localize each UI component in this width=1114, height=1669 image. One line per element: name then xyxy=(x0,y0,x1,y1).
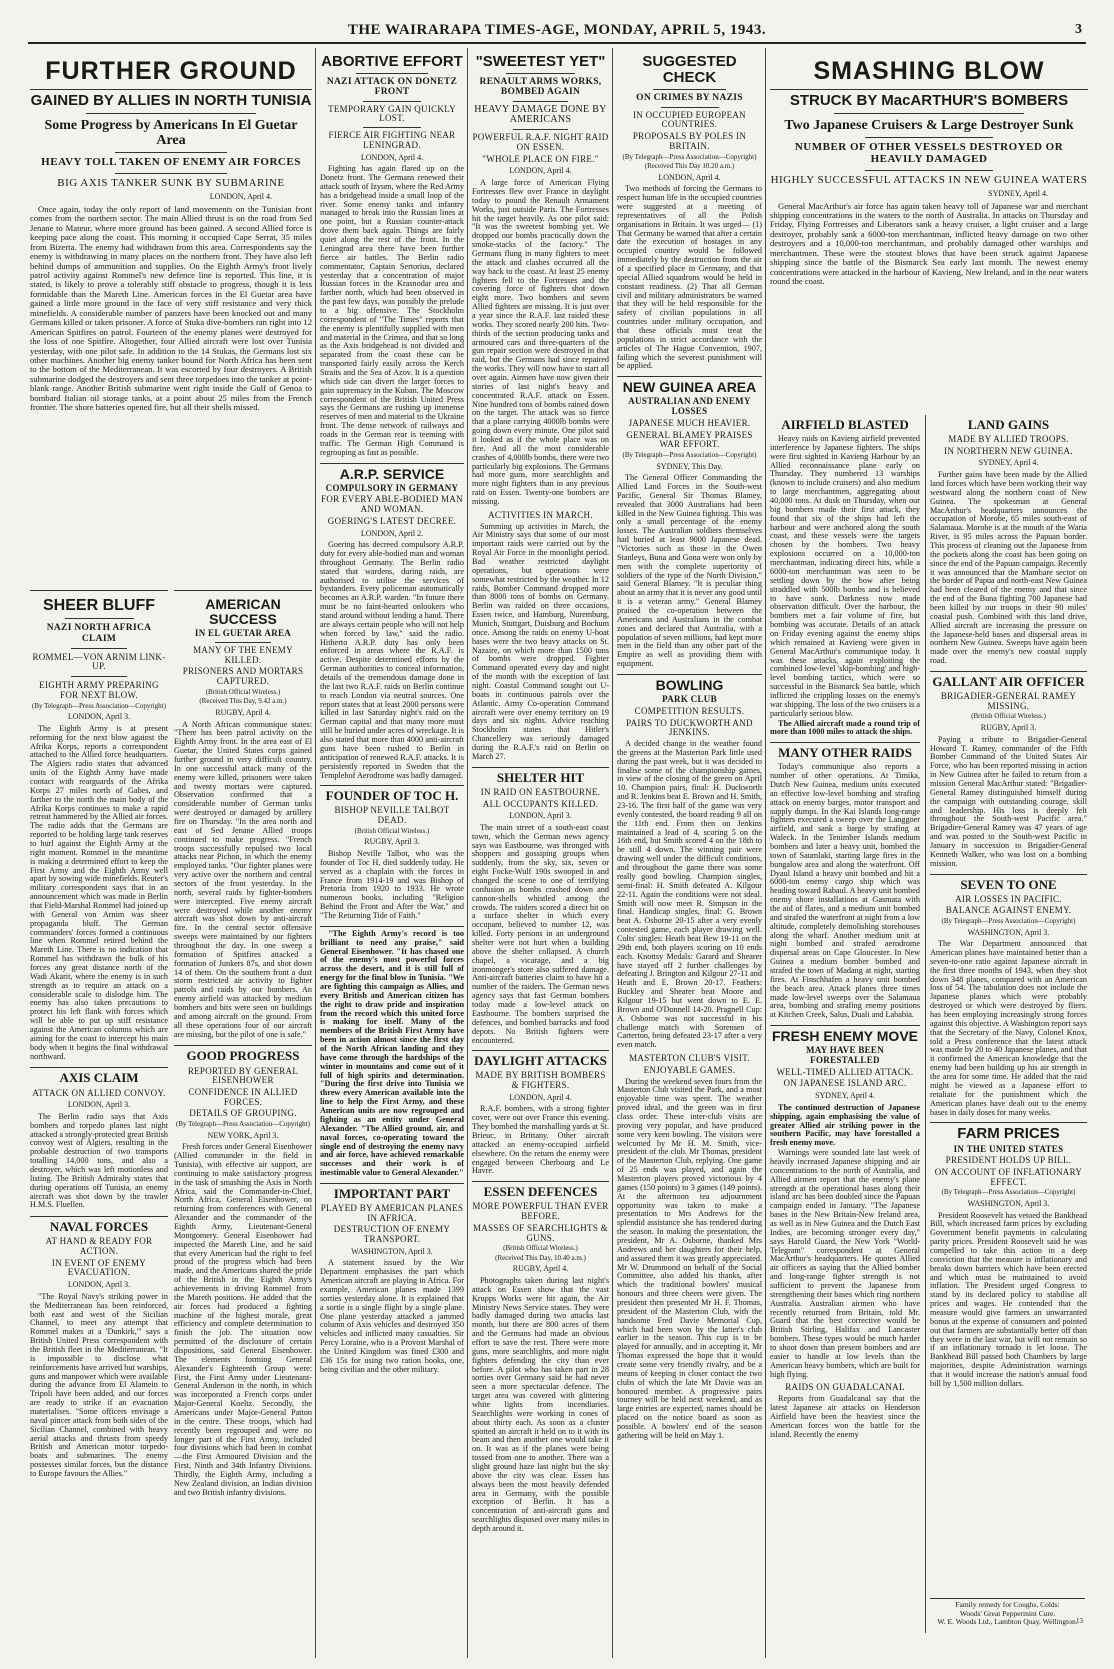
headline: AIRFIELD BLASTED xyxy=(781,417,909,432)
headline: GOOD PROGRESS xyxy=(186,1048,300,1064)
column-5a xyxy=(770,415,920,1633)
credit: (By Telegraph—Press Association—Copyright) xyxy=(176,1120,310,1129)
deck: MADE BY ALLIED TROOPS. xyxy=(948,434,1069,445)
headline: IMPORTANT PART xyxy=(333,1185,451,1201)
dateline: SYDNEY, April 4. xyxy=(978,458,1039,468)
credit: (By Telegraph—Press Association—Copyright) xyxy=(622,152,757,161)
subheadline: GAINED BY ALLIES IN NORTH TUNISIA xyxy=(30,92,312,109)
article-body: The War Department announced that American planes have maintained better than a seven-to-one ratio against Japanese aircraft in the first three months of 1943, when they shot down 348 planes, compared with an American loss of 54. The tabulation does not include the Japanese planes which were probably destroyed or which were destroyed by fliers. has been employing increasingly strong forces against this objective. A Washington report says that the Secretary of the Navy, Colonel Knox, told a Press conference that the latest attack was made by 20 to 40 Japanese planes, and that it confirmed the American knowledge that the enemy had been building up his air strength in the area for some time. He added that the raid might be viewed as a Japanese effort to retaliate for the punishment which the American planes have dealt out to the enemy bases in daily doses for many weeks. xyxy=(930,939,1087,1117)
headline: SHEER BLUFF xyxy=(43,597,155,614)
article-body: Today's communique also reports a number of other operations. At Timika, Dutch New Guinea, medium units executed an effective low-level bombing and strafing attack on enemy barges, motor transport and supply dumps. In the Kai Islands long-range fighters executed a sweep over the Langgoer airfield, and sank a barge by strafing at Waleck. In the Tenimber Islands medium bombers and later a heavy unit, bombed the town of Saumlaki, starting large fires in the bungalow area and along the waterfront. Off Dyaul Island a heavy unit bombed and hit a 6000-ton enemy cargo ship which was heading toward Rabaul. A heavy unit bombed enemy shore installations at Gasmata with the aid of flares, and a medium unit bombed and strafed the waterfront at night from a low altitude, completely demolishing storehouses along the wharf. Another medium unit at night bombed and strafed aerodrome dispersal areas on Cape Gloucester. In New Guinea a medium bomber bombed and strafed the town of Madang at night, starting fires. At Finschhafen a heavy unit bombed the beach area. Attack planes three times made low-level sweeps over the Salamaua area, bombing and strafing enemy positions at Kitchen Creek, Salus, Duali and Lababia. xyxy=(770,762,920,1020)
headline: FARM PRICES xyxy=(957,1125,1060,1143)
deck: IN RAID ON EASTBOURNE. xyxy=(480,786,601,797)
credit: (British Official Wireless.) xyxy=(971,712,1046,721)
deck: IN THE UNITED STATES xyxy=(953,1143,1064,1154)
article-body: Goering has decreed compulsory A.R.P. duty for every able-bodied man and woman throughout Germany. The Berlin radio stated that wardens, during raids, are authorised to utilise the services of bystanders. Every policeman automatically becomes an A.R.P. warden. "In future there must be no faint-hearted onlookers who stand around without lending a hand. There are always certain people who will not help when forced by law," said the radio. Hitherto A.R.P. duty has only been enforced in areas where the R.A.F. is active. Despite determined efforts by the German authorities to conceal information, details of the tremendous damage done in the last two R.A.F. raids on Berlin continue to reach London via neutral sources. One report states that at least 2000 persons were killed in last Saturday night's raid on the German capital and that many more must still be buried under acres of wreckage. It is also stated that more than 4000 anti-aircraft guns have been rushed to Berlin in anticipation of renewed R.A.F. attacks. It is persistently reported in Sweden that the Templehof Aerodrome was badly damaged. xyxy=(320,540,464,780)
article-body: A statement issued by the War Department emphasises the part which American aircraft are playing in Africa. For example, American planes made 1399 sorties yesterday alone. It is explained that a sortie is a single flight by a single plane. One plane yesterday attacked a jammed column of Axis vehicles and destroyed 350 vehicles and inflicted many casualties. Sir Percy Loraine, who is a Provost Marshal of the United Kingdom was fined £300 and £36 15s for using two ration books, one, being civilian and the other military. xyxy=(320,1258,464,1374)
deck: ON CRIMES BY NAZIS xyxy=(636,93,743,104)
article-body: Fighting has again flared up on the Donetz front. The Germans renewed their attack south of Izyum, where the Red Army has a bridgehead inside a small loop of the river. Some enemy tanks and infantry managed to break into the Russian lines at one point, but a Russian counter-attack drove them back again. Things are fairly quiet along the rest of the front. In the Leningrad area there have been further fierce air battles. The Berlin radio commentator, Captain Sertorius, declared yesterday that a concentration of major Russian forces in the Krasnodar area and farther north, which had been observed in the past few days, was possibly the prelude to a big offensive. The Stockholm correspondent of "The Times" reports that the enemy is plentifully supplied with men and material in the Crimea, and that so long as the Axis bridgehead is not divided and separated from the coast these can be transported fairly easily across the Kerch Straits and the Sea of Azov. It is a question which side can divert the larger forces to gain supremacy in the Kuban. The Moscow correspondent of the British United Press says the Germans are rushing up immense reserves of men and material to the Ukraine front. The dense network of railways and roads in the German rear is teeming with traffic. The German High Command is regrouping as fast as possible. xyxy=(320,164,464,457)
dateline: NEW YORK, April 3. xyxy=(207,1130,279,1140)
article-body: Bishop Neville Talbot, who was the founder of Toc H, died suddenly today. He served as a chaplain with the forces in France from 1914-19 and was Bishop of Pretoria from 1920 to 1933. He wrote numerous books, including "Religion Behind the Front and After the War," and "The Returning Tide of Faith." xyxy=(320,849,464,921)
article-american-success xyxy=(174,590,312,1630)
dateline: LONDON, April 2. xyxy=(360,528,424,538)
column-4 xyxy=(617,52,762,1632)
subheadline: STRUCK BY MacARTHUR'S BOMBERS xyxy=(789,92,1069,109)
deck: ALL OCCUPANTS KILLED. xyxy=(482,798,599,809)
article-body: A North African communique states: "There has been patrol activity on the Eighth Army front. In the area east of El Guetar, the United States corps gained further ground in very difficult country. In one successful attack many of the enemy were killed, prisoners were taken and twenty mortars were captured. Observation confirmed that a considerable number of German tanks were destroyed or damaged by artillery fire on Thursday. "In the area north and east of Sed Jenane Allied troops continued to make progress. "French troops successfully repulsed two local attacks near Pichon, in which the enemy employed tanks. "Our fighter planes were very active over the northern and central sectors of the front yesterday. In the north, several raids by fighter-bombers were intercepted. Five enemy aircraft were destroyed while another enemy aircraft was shot down by anti-aircraft fire. In the central sector offensive sweeps were maintained by our fighters throughout the day. In one sweep a formation of Spitfires attacked a formation of Junkers 87s, and shot down 14 of them. On the southern front a dust storm restricted air activity to fighter patrols and raids by our bombers. An enemy airfield was attacked by medium bombers and hits were seen on buildings and among aircraft on the ground. From all these operations four of our aircraft are missing, but the pilot of one is safe." xyxy=(174,719,312,1039)
deck: EIGHTH ARMY PREPARING FOR NEXT BLOW. xyxy=(39,680,159,700)
article-body: A large force of American Flying Fortresses flew over France in daylight today to pound the Renault Armament Works, just outside Paris. The Fortresses hit the target heavily. As one pilot said: "It was the sweetest bombing yet. We dropped our bombs practically down the smoke-stacks of the factory." The Germans flung in many fighters to meet the attack and clashes occurred all the way back to the coast. At least 25 enemy fighters fell to the Fortresses and the covering force of fighters shot down eight more. Two bombers and seven Allied fighters are missing. It is just over a year since the R.A.F. last raided these works. They scored nearly 200 hits. Two-thirds of the section producing tanks and armoured cars and three-quarters of the gun repair section were destroyed in that raid, but the Germans had since repaired the works. They will now have to start all over again. Airmen have now given their stories of last night's heavy and concentrated R.A.F. attack on Essen. Nine hundred tons of bombs rained down on the target. The attack was so fierce that a plane carrying 4000lb bombs were going down every minute. One pilot said it looked as if the whole place was on fire. And all the most considerable crashes of 4,000lb bombs, there were two particularly big explosions. The Germans had more guns, more searchlights and more night fighters than in any previous raid on Essen. Twenty-one bombers are missing. xyxy=(472,178,609,506)
article-body: Once again, today the only report of land movements on the Tunisian front comes from the northern sector. The main Allied thrust is on the road from Sed Jenane to Mateur, where more ground has been gained. A second Allied force is keeping pace along the coast. This morning it occupied Cape Serrat, 35 miles from Bizerta. The enemy had withdrawn from this area. Correspondents say the enemy is withdrawing in many places on the northern front. They have also left behind dumps of ammunition and supplies. On the Eighth Army's front lively patrol activity against Rommel's new defence line is reported. This line, it is stated, is likely to prove a tolerably stiff obstacle to progress, though it is less formidable than the Mareth Line. American forces in the El Guetar area have gained a little more ground in the face of very stiff resistance and very thick minefields. A considerable number of panzers have been knocked out and many Germans killed or taken prisoner. A force of Stuka dive-bombers ran right into 12 American Spitfires on patrol. Fourteen of the enemy planes were destroyed for the loss of one Spitfire. Altogether, four Allied aircraft were lost over Tunisia yesterday, with one pilot safe. In addition to the 14 Stukas, the Germans lost six other machines. Another big enemy tanker bound for North Africa has been sent to the bottom of the Mediterranean. It was escorted by four destroyers. A British submarine dodged the destroyers and sent three torpedoes into the tanker at point-blank range. Another British submarine went right inside the Gulf of Genoa to bombard Italian oil storage tanks, at a point about 25 miles from the French frontier. The shore batteries opened fire, but all their shells missed. xyxy=(30,203,312,413)
dateline: LONDON, April 4. xyxy=(509,166,572,176)
deck: GENERAL BLAMEY PRAISES WAR EFFORT. xyxy=(626,429,753,450)
deck: ENJOYABLE GAMES. xyxy=(643,1064,736,1075)
dateline: LONDON, April 4. xyxy=(209,192,272,202)
article-body: Heavy raids on Kavieng airfield prevented interference by Japanese fighters. The ships were first sighted in Kavieng Harbour by an Allied reconnaissance plane early on Thursday. They numbered 13 warships (known to include cruisers) and also medium to large merchantmen, aggregating about 40,000 tons. At dusk on Thursday, when our big bombers made their first attack, they found that six of the ships had left the harbour and were anchored along the south coast, and these vessels were the targets chosen by the bombers. Two heavy explosions occurred on a 10,000-ton merchantman, indicating direct hits, while a 6000-ton merchantman was seen to be settling down by the bow after being straddled with 500lb bombs and is believed to have sunk. Darkness now made observation difficult. Over the harbour, the bombers met a fair volume of fire, but bombing was accurate. Details of an attack on Friday evening against the enemy ships which remained at Kavieng were given in General MacArthur's communique today. It was these attacks, again exploiting the combined low-level 'skip-bombing' and high-level bombing tactics, which were so successful in the Bismarck Sea battle, which inflicted the crippling losses on the enemy's war shipping. The loss of the two cruisers is a particularly serious blow. xyxy=(770,434,920,718)
deck: MAY HAVE BEEN FORESTALLED xyxy=(805,1045,885,1066)
deck: Two Japanese Cruisers & Large Destroyer Sunk xyxy=(784,118,1074,134)
deck: COMPULSORY IN GERMANY xyxy=(325,482,459,493)
deck: IN NORTHERN NEW GUINEA. xyxy=(944,445,1073,456)
article-body: Further gains have been made by the Allied land forces which have been working their way westward along the northern coast of New Guinea. The spokesman at General MacArthur's headquarters announces the occupation of Morobe, 65 miles south-east of Salamaua. Morobe is at the mouth of the Waria River, is 95 miles across the Papuan border. This process of cleaning out the Japanese from the pockets along the coast has been going on since the end of the Papuan campaign. Recently it was announced that the Mambare sector on the border of Papua and north-east New Guinea had been cleared of the enemy and that since the end of the Buna fighting 700 Japanese had been killed by our troops in their 90 miles' coastal push. Combined with this land drive, Allied aircraft are increasing the pressure on the Japanese-held bases and dispersal areas in northern New Guinea. Sweeps have again been made over the enemy's new coastal supply road. xyxy=(930,470,1087,666)
deck: CONFIDENCE IN ALLIED FORCES. xyxy=(188,1086,298,1107)
dateline: WASHINGTON, April 3. xyxy=(967,927,1050,937)
headline: MANY OTHER RAIDS xyxy=(778,745,912,761)
column-rule xyxy=(315,48,316,1658)
headline: ABORTIVE EFFORT xyxy=(321,53,463,70)
dateline: LONDON, April 4. xyxy=(658,172,721,182)
deck: HEAVY DAMAGE DONE BY AMERICANS xyxy=(474,103,607,126)
ad-number: 13 xyxy=(1076,1617,1083,1625)
deck: TEMPORARY GAIN QUICKLY LOST. xyxy=(328,103,456,124)
deck: FOR EVERY ABLE-BODIED MAN AND WOMAN. xyxy=(321,494,463,515)
deck: HEAVY TOLL TAKEN OF ENEMY AIR FORCES xyxy=(41,156,301,169)
headline: GALLANT AIR OFFICER xyxy=(932,674,1085,689)
article-body: Photographs taken during last night's attack on Essen show that the vast Krupps Works were hit again, the Air Ministry News Service states. They were badly damaged during two attacks last month, but there are 800 acres of them and the Germans had made an obvious effort to save the rest. There were more guns, more searchlights, and more night fighters defending the city than ever before. A pilot who has taken part in 28 sorties over Germany said he had never seen a more spectacular defence. The target area was covered with glittering white lights from incendiaries. Searchlights were working in cones of about thirty each. As soon as a cluster spotted an aircraft it held on to it with its beam and then another one would take it on. It was as if the planes were being tossed from one to another. There was a slight ground haze last night but the sky above the city was clear. Essen has always been the most heavily defended area in Germany, with the possible exception of Berlin. It has a concentration of anti-aircraft guns and searchlights disposed over many miles in depth around it. xyxy=(472,1275,609,1534)
deck: BISHOP NEVILLE TALBOT DEAD. xyxy=(334,805,450,826)
article-body: "The Eighth Army's record is too brilliant to need any praise," said General Eisenhower. "It has chased one of the enemy's most powerful forces across the desert, and it is still full of energy for the final blow in Tunisia. "We are fighting this campaign as Allies, and every British and American citizen has the right to draw pride and inspiration from the record which this united force is making for itself. Many of the members of the British First Army have been in action almost since the first day of the North African landing and they have come through the hardships of the winter in mountains and come out of it full of high spirits and determination. "During the first drive into Tunisia we threw every American available into the line to help the First Army, and these American units are now regrouped and fighting as an entity under General Alexander. "The Allied ground, air, and naval forces, co-operating toward the single end of destroying the enemy navy and air force, have achieved remarkable successes and their work is of inestimable value to General Alexander." xyxy=(320,928,464,1178)
deck: NUMBER OF OTHER VESSELS DESTROYED OR HEAVILY DAMAGED xyxy=(794,141,1064,166)
dateline: SYDNEY, April 4. xyxy=(815,1091,875,1101)
deck: HIGHLY SUCCESSFUL ATTACKS IN NEW GUINEA WATERS xyxy=(770,174,1088,187)
article-body: President Roosevelt has vetoed the Bankhead Bill, which increased farm prices by excluding Government benefit payments in calculating parity prices. President Roosevelt said he was compelled to take this action in a deep conviction that the measure is inflationary and breaks down barriers which have been erected and which must be maintained to avoid inflation. The President urged Congress to stand by its declared policy to stabilise all prices and wages. He contended that the measure would give farmers an unwarranted bonus at the expense of consumers and pointed out that farmers are substantially better off than they were in the last war, but will not remain so if an inflationary tornado is let loose. The Bankhead Bill passed both Chambers by large majorities, despite Administration warnings that it would increase the nation's annual food bill by 1,500 million dollars. xyxy=(930,1210,1087,1388)
article-body: The General Officer Commanding the Allied Land Forces in the South-west Pacific, General Sir Thomas Blamey, revealed that 3000 Australians had been killed in the New Guinea fighting. This was only a small percentage of the enemy losses. The Australian soldiers themselves had buried at least 9000 Japanese dead. "Victories such as those in the Owen Stanleys, Buna and Gona were won only by men with the complete superiority of soldiers of the type of the North Division," said General Blamey. "It is peculiar thing about an army that it is never any good until it is a veteran army." General Blamey praised the co-operation between the Americans and Australians in the combat zones and declared that Australia, with a population of seven millions, had kept more men in the field than any other part of the Empire as well as providing them with equipment. xyxy=(617,473,762,669)
column-rule xyxy=(467,48,468,1658)
deck: MANY OF THE ENEMY KILLED. xyxy=(193,644,293,665)
dateline: LONDON, April 4. xyxy=(360,152,424,162)
credit: (British Official Wireless.) xyxy=(503,1244,578,1253)
deck: DESTRUCTION OF ENEMY TRANSPORT. xyxy=(333,1224,451,1245)
dateline: RUGBY, April 3. xyxy=(980,723,1037,733)
article-body: During the weekend seven fours from the Masterton Club visited the Park, and a most enjoyable time was spent. The weather proved ideal, and the green was in first class order. These inter-club visits are proving very popular, and have produced some very keen bowling. The visitors were welcomed by Mr H. M. Smith, vice-president of the club. Mr Thomas, president of the Masterton Club, replying. One game of 25 ends was played, and again the Masterton players proved victorious by 4 games (150 points) to 3 games (149 points). At the afternoon tea adjournment opportunity was taken to make a presentation to Mrs Andrews for the splendid assistance she has rendered during the season. In making the presentation, the president, Mr A. Osborne, thanked Mrs Andrews and her daughters for their help, and assured them it was greatly appreciated. Mr W. Drummond on behalf of the Social Committee, also added his thanks, after which the traditional bowlers' musical honours and three cheers were given. The president then presented Mr H. F. Thomas, president of the Masterton Club, with the handsome Fred Davie Memorial Cup, which had been won by the latter's club earlier in the season. This cup is to be played for annually, and in accepting it, Mr Thomas expressed the hope that it would create some very friendly rivalry, and be a means of keeping in closer contact the two clubs of which the late Mr Davie was an honoured member. A progressive pairs tourney will be held next weekend, and as large entries are expected, names should be placed on the notice board as soon as possible. A bowlers' end of the season gathering will be held on May 1. xyxy=(617,1076,762,1440)
headline: SMASHING BLOW xyxy=(813,57,1045,85)
dateline: RUGBY, April 3. xyxy=(364,837,420,847)
dateline: LONDON, April 3. xyxy=(67,1100,131,1110)
deck: DETAILS OF GROUPING. xyxy=(189,1108,297,1119)
deck: AT HAND & READY FOR ACTION. xyxy=(45,1236,153,1257)
dateline: SYDNEY, This Day. xyxy=(656,461,723,471)
masthead-title: THE WAIRARAPA TIMES-AGE, MONDAY, APRIL 5, 1943. xyxy=(347,21,767,38)
article-body: Paying a tribute to Brigadier-General Howard T. Ramey, commander of the Fifth Bomber Command of the United States Air Force, who has been reported missing in action in New Guinea after he failed to return from a mission General MacArthur stated: "Brigadier-General Ramey distinguished himself during the campaign with outstanding courage, skill and leadership. His loss is deeply felt throughout the South-west Pacific area." Brigadier-General Ramey was 47 years of age and was posted to the South-west Pacific in January in succession to Brigadier-General Kenneth Walker, who was lost on a bombing mission. xyxy=(930,734,1087,868)
headline: FRESH ENEMY MOVE xyxy=(772,1028,918,1045)
subhead: RAIDS ON GUADALCANAL xyxy=(785,1382,905,1393)
deck: ON ACCOUNT OF INFLATIONARY EFFECT. xyxy=(934,1166,1083,1187)
article-body: The Berlin radio says that Axis bombers and torpedo planes last night attacked a strongly-protected great British convoy west of Algiers, resulting in the probable destruction of two transports totalling 14,000 tons, and also a destroyer, which was left motionless and listing. The British Admiralty states that during operations off Tunisia, an enemy aircraft was shot down by the trawler H.M.S. Fluellen. xyxy=(30,1111,168,1210)
deck: PARK CLUB xyxy=(662,694,717,705)
headline: A.R.P. SERVICE xyxy=(339,465,445,482)
deck: NAZI ATTACK ON DONETZ FRONT xyxy=(326,77,458,98)
deck: GOERING'S LATEST DECREE. xyxy=(327,515,457,526)
column-3 xyxy=(472,52,609,1632)
deck: BRIGADIER-GENERAL RAMEY MISSING. xyxy=(940,691,1077,711)
deck: JAPANESE MUCH HEAVIER. xyxy=(628,417,751,428)
dateline: LONDON, April 3. xyxy=(67,1280,131,1290)
headline: AXIS CLAIM xyxy=(59,1070,139,1086)
credit: (By Telegraph—Press Association—Copyright) xyxy=(622,450,757,459)
credit: (By Telegraph—Press Association—Copyright) xyxy=(941,1188,1076,1197)
article-body: Reports from Guadalcanal say that the latest Japanese air attacks on Henderson Airfield have been the heaviest since the American forces won the battle for the island. Recently the enemy xyxy=(770,1394,920,1439)
dateline: SYDNEY, April 4. xyxy=(988,188,1048,198)
article-body: Warnings were sounded late last week of heavily increased Japanese shipping and air concentrations to the north of Australia, and Allied airmen report that the enemy's plane strength at the operational bases along their island arc has been doubled since the Papuan campaign ended in January. "The Japanese bases in the New Britain-New Ireland area, as well as in New Guinea and the Dutch East Indies, are becoming stronger every day," says Harold Guard, the New York "World-Telegram" correspondent at General MacArthur's headquarters. He quotes Allied air officers as saying that the Allied bomber and long-range fighter strength is not sufficient to prevent the Japanese from strengthening their bases which ring northern Australia. Australian airmen who have recently returned from Britain, told Mr. Guard that the best corrective would be British Stirling, Halifax and Lancaster bombers. These types would be much harder to shoot down than present bombers and are easier to handle at low levels than the American heavy bombers, which are built for high flying. xyxy=(770,1148,920,1379)
deck: IN EL GUETAR AREA xyxy=(194,628,292,639)
deck: BALANCE AGAINST ENEMY. xyxy=(945,905,1072,916)
deck: FIERCE AIR FIGHTING NEAR LENINGRAD. xyxy=(328,130,456,150)
ad-line: Woods' Great Peppermint Cure. xyxy=(959,1608,1056,1618)
ad-line: W. E. Woods Ltd., Lambton Quay, Wellington. xyxy=(937,1617,1078,1627)
deck: "WHOLE PLACE ON FIRE." xyxy=(482,153,599,164)
deck: AIR LOSSES IN PACIFIC. xyxy=(955,893,1062,904)
credit: (Received This Day, 10.40 a.m.) xyxy=(495,1253,586,1262)
deck: NAZI NORTH AFRICA CLAIM xyxy=(46,623,152,644)
credit: (Received This Day, 9.42 a.m.) xyxy=(199,697,287,706)
headline: LAND GAINS xyxy=(967,417,1050,432)
credit: (British Official Wireless.) xyxy=(205,687,281,696)
article-body: General MacArthur's air force has again taken heavy toll of Japanese war and merchant shipping concentrations in the waters to the north of Australia. In attacks on Thursday and Friday, Flying Fortresses and Liberators sank a heavy cruiser, a light cruiser and a large destroyer, probably sank a 6000-ton merchantman, inflicted heavy damage on two other destroyers and a 10,000-ton merchantman, and probably damaged other warships and merchantmen. These were the stoutest blows that have been struck against Japanese shipping since the battle of the Bismarck Sea early last month. The newest enemy concentrations were attacked in the harbour of Kavieng, New Ireland, and in the near waters round the coast. xyxy=(770,200,1088,287)
credit: (By Telegraph—Press Association—Copyright) xyxy=(941,917,1076,925)
headline: FURTHER GROUND xyxy=(45,57,297,85)
headline: FOUNDER OF TOC H. xyxy=(325,788,459,804)
dateline: LONDON, April 3. xyxy=(509,811,572,821)
headline: "SWEETEST YET" xyxy=(475,53,606,70)
headline: NEW GUINEA AREA xyxy=(622,379,757,396)
dateline: RUGBY, April 4. xyxy=(512,1264,569,1274)
deck: MASSES OF SEARCHLIGHTS & GUNS. xyxy=(473,1222,608,1243)
masthead xyxy=(28,18,1086,44)
article-body: Fresh forces under General Eisenhower (Allied commander in the field in Tunisia), with effective air support, are continuing to make satisfactory progress in the task of smashing the Axis in North Africa, said the Commander-in-Chief, North Africa, General Eisenhower, on returning from conferences with General Alexander and the commander of the Eighth Army, Lieutenant-General Montgomery. General Eisenhower had inspected the Mareth Line, and he said that every American had the right to feel proud of the progress which had been made, and the Americans shared the pride of the British in the Eighth Army's achievements in driving Rommel from the Mareth positions. He added that the air forces had produced a fighting machine of the highest morale, great efficiency and complete determination to finish the job. The situation now permitted of the disclosure of certain dispositions, said General Eisenhower. The elements forming General Alexander's Eighteenth Group were: First, the First Army under Lieutenant-General Anderson in the north, in which was incorporated a French corps under Major-General Koeltz. Secondly, the Americans under Major-General Patton in the centre. These troops, which had recently been regrouped and were no longer part of the First Army, included four divisions which had been in combat—the First Armoured Division and the First, Ninth and 34th Infantry Divisions. Thirdly, the Eighth Army, including a New Zealand division, an Indian division and two British infantry divisions. xyxy=(174,1142,312,1497)
article-sheer-bluff xyxy=(30,590,168,1630)
column-2 xyxy=(320,52,464,1632)
article-body: R.A.F. bombers, with a strong fighter cover, were out over France this evening. They bombed the marshalling yards at St. Brieuc, in Brittany. Other aircraft attacked an enemy-occupied airfield elsewhere. On the return the enemy were engaged between Cherbourg and Le Havre. xyxy=(472,1104,609,1176)
dateline: LONDON, April 3. xyxy=(67,712,131,722)
page-number: 3 xyxy=(1075,22,1082,37)
credit: (British Official Wireless.) xyxy=(354,826,430,835)
deck: RENAULT ARMS WORKS, BOMBED AGAIN xyxy=(479,77,602,98)
article-body-bold: The Allied aircraft made a round trip of more than 1000 miles to attack the ships. xyxy=(770,718,920,737)
dateline: WASHINGTON, April 3. xyxy=(967,1198,1050,1208)
headline: BOWLING xyxy=(655,677,724,694)
dateline: LONDON, April 4. xyxy=(509,1092,572,1102)
column-rule xyxy=(765,48,766,1658)
article-body: Two methods of forcing the Germans to respect human life in the occupied countries were suggested at a meeting of representatives of all the Polish organisations in Britain. It was urged— (1) That Germany be warned that after a certain date the execution of hostages in any occupied country would be followed immediately by the destruction from the air of a specified place in Germany, and that special Allied squadrons would be held in constant readiness. (2) That all German civil and military administrators be warned that they will be held responsible for the safety of civilian populations in all countries under military occupation, and that these officials must treat the populations in strict accordance with the articles of The Hague Convention, 1907, failing which the severest punishment will be applied. xyxy=(617,184,762,371)
deck: PRISONERS AND MORTARS CAPTURED. xyxy=(182,666,304,687)
article-body-bold: The continued destruction of Japanese shipping, again emphasising the value of greater Allied air striking power in the southern Pacific, may have forestalled a fresh enemy move. xyxy=(770,1102,920,1148)
deck: WELL-TIMED ALLIED ATTACK. xyxy=(776,1066,914,1077)
deck: ROMMEL—VON ARNIM LINK-UP. xyxy=(32,651,166,672)
advertisement xyxy=(930,1598,1085,1634)
dateline: WASHINGTON, April 3. xyxy=(351,1246,433,1256)
column-rule xyxy=(612,48,613,1658)
ad-line: Family remedy for Coughs, Colds: xyxy=(955,1600,1060,1609)
subhead: ACTIVITIES IN MARCH. xyxy=(488,509,593,520)
deck: PLAYED BY AMERICAN PLANES IN AFRICA. xyxy=(320,1202,464,1223)
credit: (Received This Day 10.20 a.m.) xyxy=(644,162,735,171)
headline: NAVAL FORCES xyxy=(49,1219,149,1235)
deck: IN OCCUPIED EUROPEAN COUNTRIES. xyxy=(632,109,746,130)
headline: SHELTER HIT xyxy=(496,769,585,785)
article-body: Summing up activities in March, the Air Ministry says that some of our most important raids were carried out by the Royal Air Force in the moonlight period. Bad weather restricted daylight operations, but operations were somewhat restricted by the weather. In 12 raids, Bomber Command dropped more than 8000 tons of bombs on Germany. Berlin was raided on three occasions, Essen twice, and Hamburg, Nuremburg, Munich, Stuttgart, Duisburg and Bochum once. Among the raids on enemy U-boat bases were the two heavy attacks on St. Nazaire, on which more than 1500 tons of bombs were dropped. Fighter Command operated every day and night of the month with the exception of last night. Coastal Command sought out U-boats in continuous patrols over the Atlantic. Army Co-operation Command aircraft were over enemy territory on 19 days and six nights. Advice reaching Stockholm states that Hitler's Chancellery was seriously damaged during the R.A.F.'s raid on Berlin on March 27. xyxy=(472,521,609,761)
article-body: "The Royal Navy's striking power in the Mediterranean has been reinforced, both east and west of the Sicilian Channel, to meet any attempt that Rommel makes at a 'Dunkirk,'" says a British United Press correspondent with the British fleet in the Mediterranean. "It is impossible to disclose what reinforcements have arrived but warships, guns and manpower which were available during the advance from El Alamein to Tripoli have been added, and our forces are ready to strike if an evacuation materialises. "Some officers envisage a naval pincer attack from both sides of the Sicilian Channel, combined with heavy aerial attacks and thrusts from speedy British and American motor torpedo-boats and submarines. The enemy possesses similar forces, but the distance to Europe favours the Allies." xyxy=(30,1291,168,1479)
deck: AUSTRALIAN AND ENEMY LOSSES xyxy=(628,396,751,417)
deck: Some Progress by Americans In El Guetar Area xyxy=(44,118,298,149)
headline: AMERICAN SUCCESS xyxy=(205,596,281,628)
deck: BIG AXIS TANKER SUNK BY SUBMARINE xyxy=(57,177,285,190)
deck: MADE BY BRITISH BOMBERS & FIGHTERS. xyxy=(475,1070,606,1091)
deck: PROPOSALS BY POLES IN BRITAIN. xyxy=(632,131,747,151)
dateline: RUGBY, April 4. xyxy=(215,707,271,717)
deck: ATTACK ON ALLIED CONVOY. xyxy=(32,1087,166,1098)
deck: COMPETITION RESULTS. xyxy=(634,705,745,716)
article-smashing-blow xyxy=(770,52,1088,412)
article-body: The main street of a south-east coast town, which the German news agency says was Eastbourne, was thronged with shoppers and gossiping groups when suddenly, from the sky, six, seven or eight Focke-Wulf 190s swooped in and changed the scene to one of terrifying confusion as bombs crashed down and cannon-shells whistled among the crowds. The raiders scored a direct hit on a surface shelter in which every occupant, believed to number 12, was killed. Forty persons in an underground shelter were not hurt when a building above the shelter collapsed. A church chapel, a vicarage, and a big ironmonger's store also suffered damage. Anti-aircraft batteries claim to have hit a number of the raiders. The German news agency says that fast German bombers today made a low-level attack on Eastbourne. The bombers surprised the defences, and bombed barracks and food depots. No British fighters were encountered. xyxy=(472,822,609,1045)
deck: PRESIDENT HOLDS UP BILL. xyxy=(945,1155,1072,1166)
article-body: The Eighth Army is at present reforming for the next blow against the Afrika Korps, reports a correspondent attached to the Allied force headquarters. The Algiers radio states that advanced units of the Eighth Army have made contact with rearguards of the Afrika Korps 27 miles north of Gabes, and farther to the north the main body of the Afrika Korps continues to make a rapid retreat hammered by the Allied air forces. The radio adds that the Germans are reported to be holding large tank reserves to hurl against the Eighth Army at the right moment. Rommel in the meantime is making a determined effort to keep the First Army and the Eighth Army well apart by sowing wide minefields. Reuter's military correspondent says that in an announcement which was made in Berlin that Field-Marshal Rommel had joined up with General von Arnim was sheer propaganda bluff. The German commanders' forces formed a continuous line when Rommel retired behind the Mareth Line. There is no indication that Rommel has withdrawn the bulk of his forces any great distance north of the Wadi Akarit, where the enemy is in such strength as to require an attack on a considerable scale to dislodge him. The enemy has also taken precautions to protect his left flank with forces which will be able to put up stiff resistance against the American columns which are aiming for the coast to intercept his main body when it begins the final withdrawal northward. xyxy=(30,723,168,1061)
headline: ESSEN DEFENCES xyxy=(483,1184,598,1200)
deck: REPORTED BY GENERAL EISENHOWER xyxy=(187,1065,299,1086)
credit: (By Telegraph—Press Association—Copyright) xyxy=(32,701,166,710)
headline: SEVEN TO ONE xyxy=(960,876,1057,892)
article-further-ground xyxy=(30,52,312,582)
deck: POWERFUL R.A.F. NIGHT RAID ON ESSEN. xyxy=(472,132,609,152)
deck: MORE POWERFUL THAN EVER BEFORE. xyxy=(472,1201,609,1222)
article-body: A decided change in the weather found the greens at the Masterton Park little used during the past week, but it was decided to finalise some of the championship games, in view of the closing of the green on April 10. Champion pairs, final: H. Duckworth and R. Jenkins beat E. Brown and H. Smith, 23-16. The first half of the game was very evenly contested, the board reading 9 all on the 11th end. From then on Jenkins maintained a lead of 4, scoring 5 on the 16th end, but Smith scored 4 on the 18th to be still 4 down. The winning pair were drawing well under the difficult conditions, and throughout the game there was some really good bowling. Champion singles, semi-final: H. Smith defeated A. Kilgour 22-11. Again the conditions were not ideal. Smith will now meet R. Simpson in the final. Handicap singles, final: G. Brown beat A. Osborne 20-15 after a very evenly contested game, each player drawing well. Colts' singles: Heath beat Bew 19-11 on the 29th end, both players scoring on 10 ends each. Knottsy Medals: Garard and Shearer have stayed off 2 further challenges by defeating J. Brington and Kilgour 27-11 and Heath and E. Brown 20-17. Feathers: Buckley and Shearer beat Moore and Kilgour 19-15 but went down to E. E. Brown and O'Donnell 14-20. Pragnell Cup: A. Osborne was not successful in his challenge match with Sorensen of Carterton, being defeated 23-17 after a very even match. xyxy=(617,739,762,1050)
subhead: MASTERTON CLUB'S VISIT. xyxy=(629,1053,750,1064)
headline: DAYLIGHT ATTACKS xyxy=(474,1053,607,1069)
deck: IN EVENT OF ENEMY EVACUATION. xyxy=(51,1257,147,1278)
column-5b xyxy=(925,415,1087,1633)
headline: SUGGESTED CHECK xyxy=(642,53,737,87)
deck: ON JAPANESE ISLAND ARC. xyxy=(783,1078,907,1089)
deck: PAIRS TO DUCKWORTH AND JENKINS. xyxy=(626,717,753,738)
